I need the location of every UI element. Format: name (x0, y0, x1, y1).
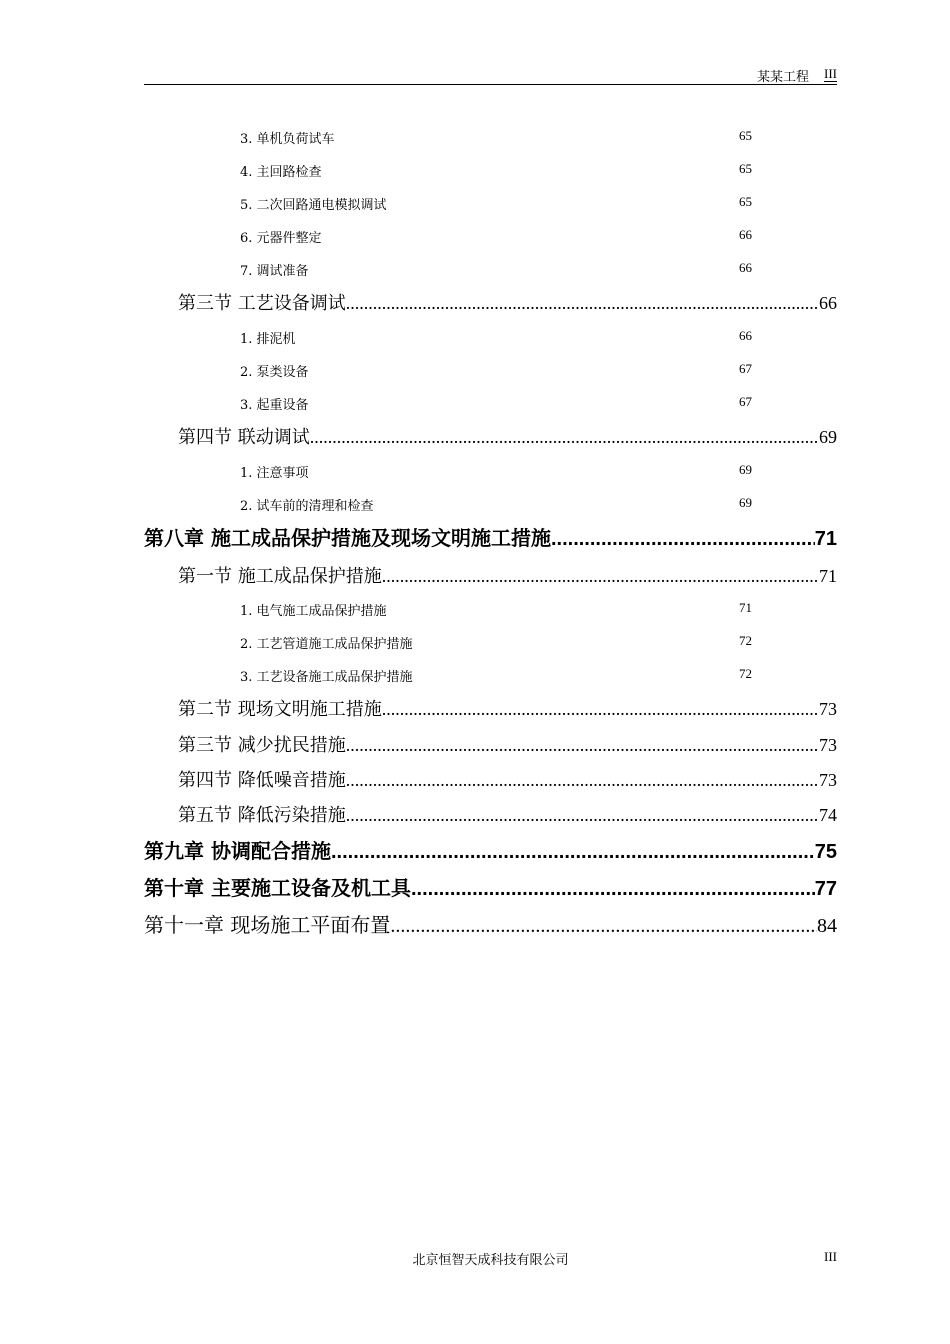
toc-chapter[interactable] (144, 522, 837, 550)
toc-item-title: 3. 起重设备 (240, 398, 309, 413)
toc-item-page: 67 (739, 361, 752, 376)
footer-page-number: III (824, 1249, 837, 1264)
toc-section[interactable] (178, 801, 837, 827)
toc-section-page: 73 (819, 699, 837, 719)
toc-item-page: 65 (739, 194, 752, 209)
toc-section-title: 第一节 施工成品保护措施 (178, 566, 382, 587)
toc-item[interactable] (240, 361, 760, 381)
toc-item-page: 72 (739, 633, 752, 648)
toc-section-title: 第四节 降低噪音措施 (178, 770, 346, 791)
header-document-name: 某某工程 (756, 70, 809, 85)
toc-section-title: 第三节 工艺设备调试 (178, 293, 346, 314)
toc-item[interactable] (240, 600, 760, 620)
toc-chapter-title: 第十一章 现场施工平面布置 (144, 913, 391, 937)
page-footer (144, 1249, 837, 1269)
toc-dot-leader (346, 805, 819, 826)
toc-chapter-page: 84 (817, 915, 837, 937)
toc-section[interactable] (178, 766, 837, 792)
page-header (144, 64, 837, 85)
toc-item-title: 2. 试车前的清理和检查 (240, 499, 374, 514)
toc-section-page: 69 (819, 427, 837, 447)
toc-chapter[interactable] (144, 909, 837, 937)
toc-section[interactable] (178, 562, 837, 588)
header-page-number: III (824, 66, 837, 81)
toc-section-title: 第五节 降低污染措施 (178, 805, 346, 826)
toc-chapter-page: 71 (814, 528, 837, 550)
toc-dot-leader (310, 427, 819, 448)
toc-item-page: 65 (739, 161, 752, 176)
toc-item[interactable] (240, 328, 760, 348)
toc-item[interactable] (240, 462, 760, 482)
toc-item[interactable] (240, 260, 760, 280)
toc-dot-leader (346, 735, 819, 756)
toc-item-page: 71 (739, 600, 752, 615)
toc-item-title: 1. 注意事项 (240, 466, 309, 481)
toc-dot-leader (331, 841, 815, 863)
toc-chapter[interactable] (144, 872, 837, 900)
toc-item-page: 66 (739, 227, 752, 242)
toc-item[interactable] (240, 128, 760, 148)
toc-item-title: 1. 排泥机 (240, 332, 296, 347)
toc-chapter-page: 75 (814, 841, 837, 863)
toc-section-page: 74 (819, 805, 837, 825)
toc-dot-leader (382, 699, 819, 720)
toc-section-title: 第四节 联动调试 (178, 427, 310, 448)
toc-item[interactable] (240, 227, 760, 247)
toc-item-page: 69 (739, 495, 752, 510)
toc-section-page: 71 (819, 566, 837, 586)
toc-item[interactable] (240, 194, 760, 214)
toc-dot-leader (346, 293, 819, 314)
toc-section[interactable] (178, 695, 837, 721)
toc-item-title: 3. 单机负荷试车 (240, 132, 335, 147)
toc-item[interactable] (240, 495, 760, 515)
toc-item-page: 66 (739, 328, 752, 343)
toc-chapter[interactable] (144, 835, 837, 863)
toc-chapter-page: 77 (814, 878, 837, 900)
toc-section-title: 第二节 现场文明施工措施 (178, 699, 382, 720)
toc-dot-leader (390, 915, 817, 937)
toc-chapter-title: 第八章 施工成品保护措施及现场文明施工措施 (144, 526, 551, 550)
toc-item-title: 5. 二次回路通电模拟调试 (240, 198, 387, 213)
toc-section[interactable] (178, 423, 837, 449)
toc-section-page: 73 (819, 735, 837, 755)
toc-dot-leader (411, 878, 815, 900)
toc-dot-leader (551, 528, 815, 550)
toc-item[interactable] (240, 633, 760, 653)
toc-item-title: 7. 调试准备 (240, 264, 309, 279)
toc-item-title: 1. 电气施工成品保护措施 (240, 604, 387, 619)
toc-dot-leader (382, 566, 819, 587)
toc-section-page: 66 (819, 293, 837, 313)
toc-section-page: 73 (819, 770, 837, 790)
toc-item-page: 65 (739, 128, 752, 143)
toc-item-page: 66 (739, 260, 752, 275)
toc-section-title: 第三节 减少扰民措施 (178, 735, 346, 756)
toc-item-page: 67 (739, 394, 752, 409)
toc-item-title: 4. 主回路检查 (240, 165, 322, 180)
toc-chapter-title: 第九章 协调配合措施 (144, 839, 331, 863)
toc-item[interactable] (240, 666, 760, 686)
footer-company-name: 北京恒智天成科技有限公司 (412, 1253, 569, 1268)
toc-dot-leader (346, 770, 819, 791)
toc-chapter-title: 第十章 主要施工设备及机工具 (144, 876, 411, 900)
toc-item[interactable] (240, 394, 760, 414)
toc-item-title: 2. 工艺管道施工成品保护措施 (240, 637, 413, 652)
toc-item-title: 2. 泵类设备 (240, 365, 309, 380)
toc-item-title: 6. 元器件整定 (240, 231, 322, 246)
toc-section[interactable] (178, 289, 837, 315)
toc-item-title: 3. 工艺设备施工成品保护措施 (240, 670, 413, 685)
toc-item-page: 69 (739, 462, 752, 477)
toc-section[interactable] (178, 731, 837, 757)
toc-item-page: 72 (739, 666, 752, 681)
toc-item[interactable] (240, 161, 760, 181)
